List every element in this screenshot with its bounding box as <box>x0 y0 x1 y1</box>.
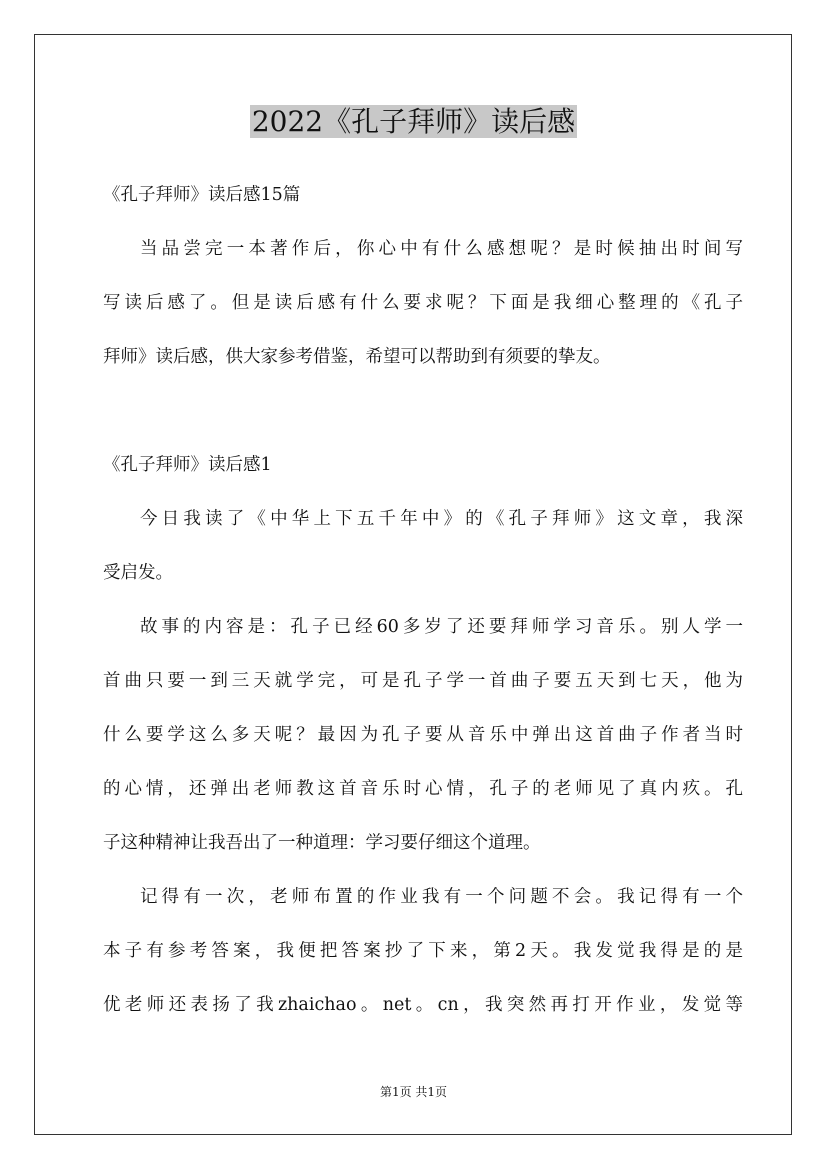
page-footer: 第1页 共1页 <box>379 1085 448 1099</box>
paragraph-line: 拜师》读后感，供大家参考借鉴，希望可以帮助到有须要的挚友。 <box>103 347 611 367</box>
paragraph-line: 当品尝完一本著作后，你心中有什么感想呢？是时候抽出时间写 <box>140 239 743 259</box>
document-title-text: 2022《孔子拜师》读后感 <box>251 105 576 138</box>
paragraph-line: 记得有一次，老师布置的作业我有一个问题不会。我记得有一个 <box>140 887 743 907</box>
paragraph-line: 本子有参考答案，我便把答案抄了下来，第2天。我发觉我得是的是 <box>103 941 743 961</box>
paragraph-line: 什么要学这么多天呢？最因为孔子要从音乐中弹出这首曲子作者当时 <box>103 725 743 745</box>
paragraph-line: 写读后感了。但是读后感有什么要求呢？下面是我细心整理的《孔子 <box>103 293 743 313</box>
section-heading: 《孔子拜师》读后感1 <box>103 455 272 475</box>
paragraph-line: 子这种精神让我吾出了一种道理：学习要仔细这个道理。 <box>103 833 541 853</box>
paragraph-line: 的心情，还弹出老师教这首音乐时心情，孔子的老师见了真内疚。孔 <box>103 779 743 799</box>
paragraph-line: 故事的内容是：孔子已经60多岁了还要拜师学习音乐。别人学一 <box>140 617 743 637</box>
paragraph-line: 受启发。 <box>103 563 173 583</box>
paragraph-line: 今日我读了《中华上下五千年中》的《孔子拜师》这文章，我深 <box>140 509 743 529</box>
paragraph-line: 首曲只要一到三天就学完，可是孔子学一首曲子要五天到七天，他为 <box>103 671 743 691</box>
subtitle-line: 《孔子拜师》读后感15篇 <box>103 185 301 205</box>
paragraph-line: 优老师还表扬了我zhaichao。net。cn，我突然再打开作业，发觉等 <box>103 995 743 1015</box>
document-title <box>0 100 827 144</box>
